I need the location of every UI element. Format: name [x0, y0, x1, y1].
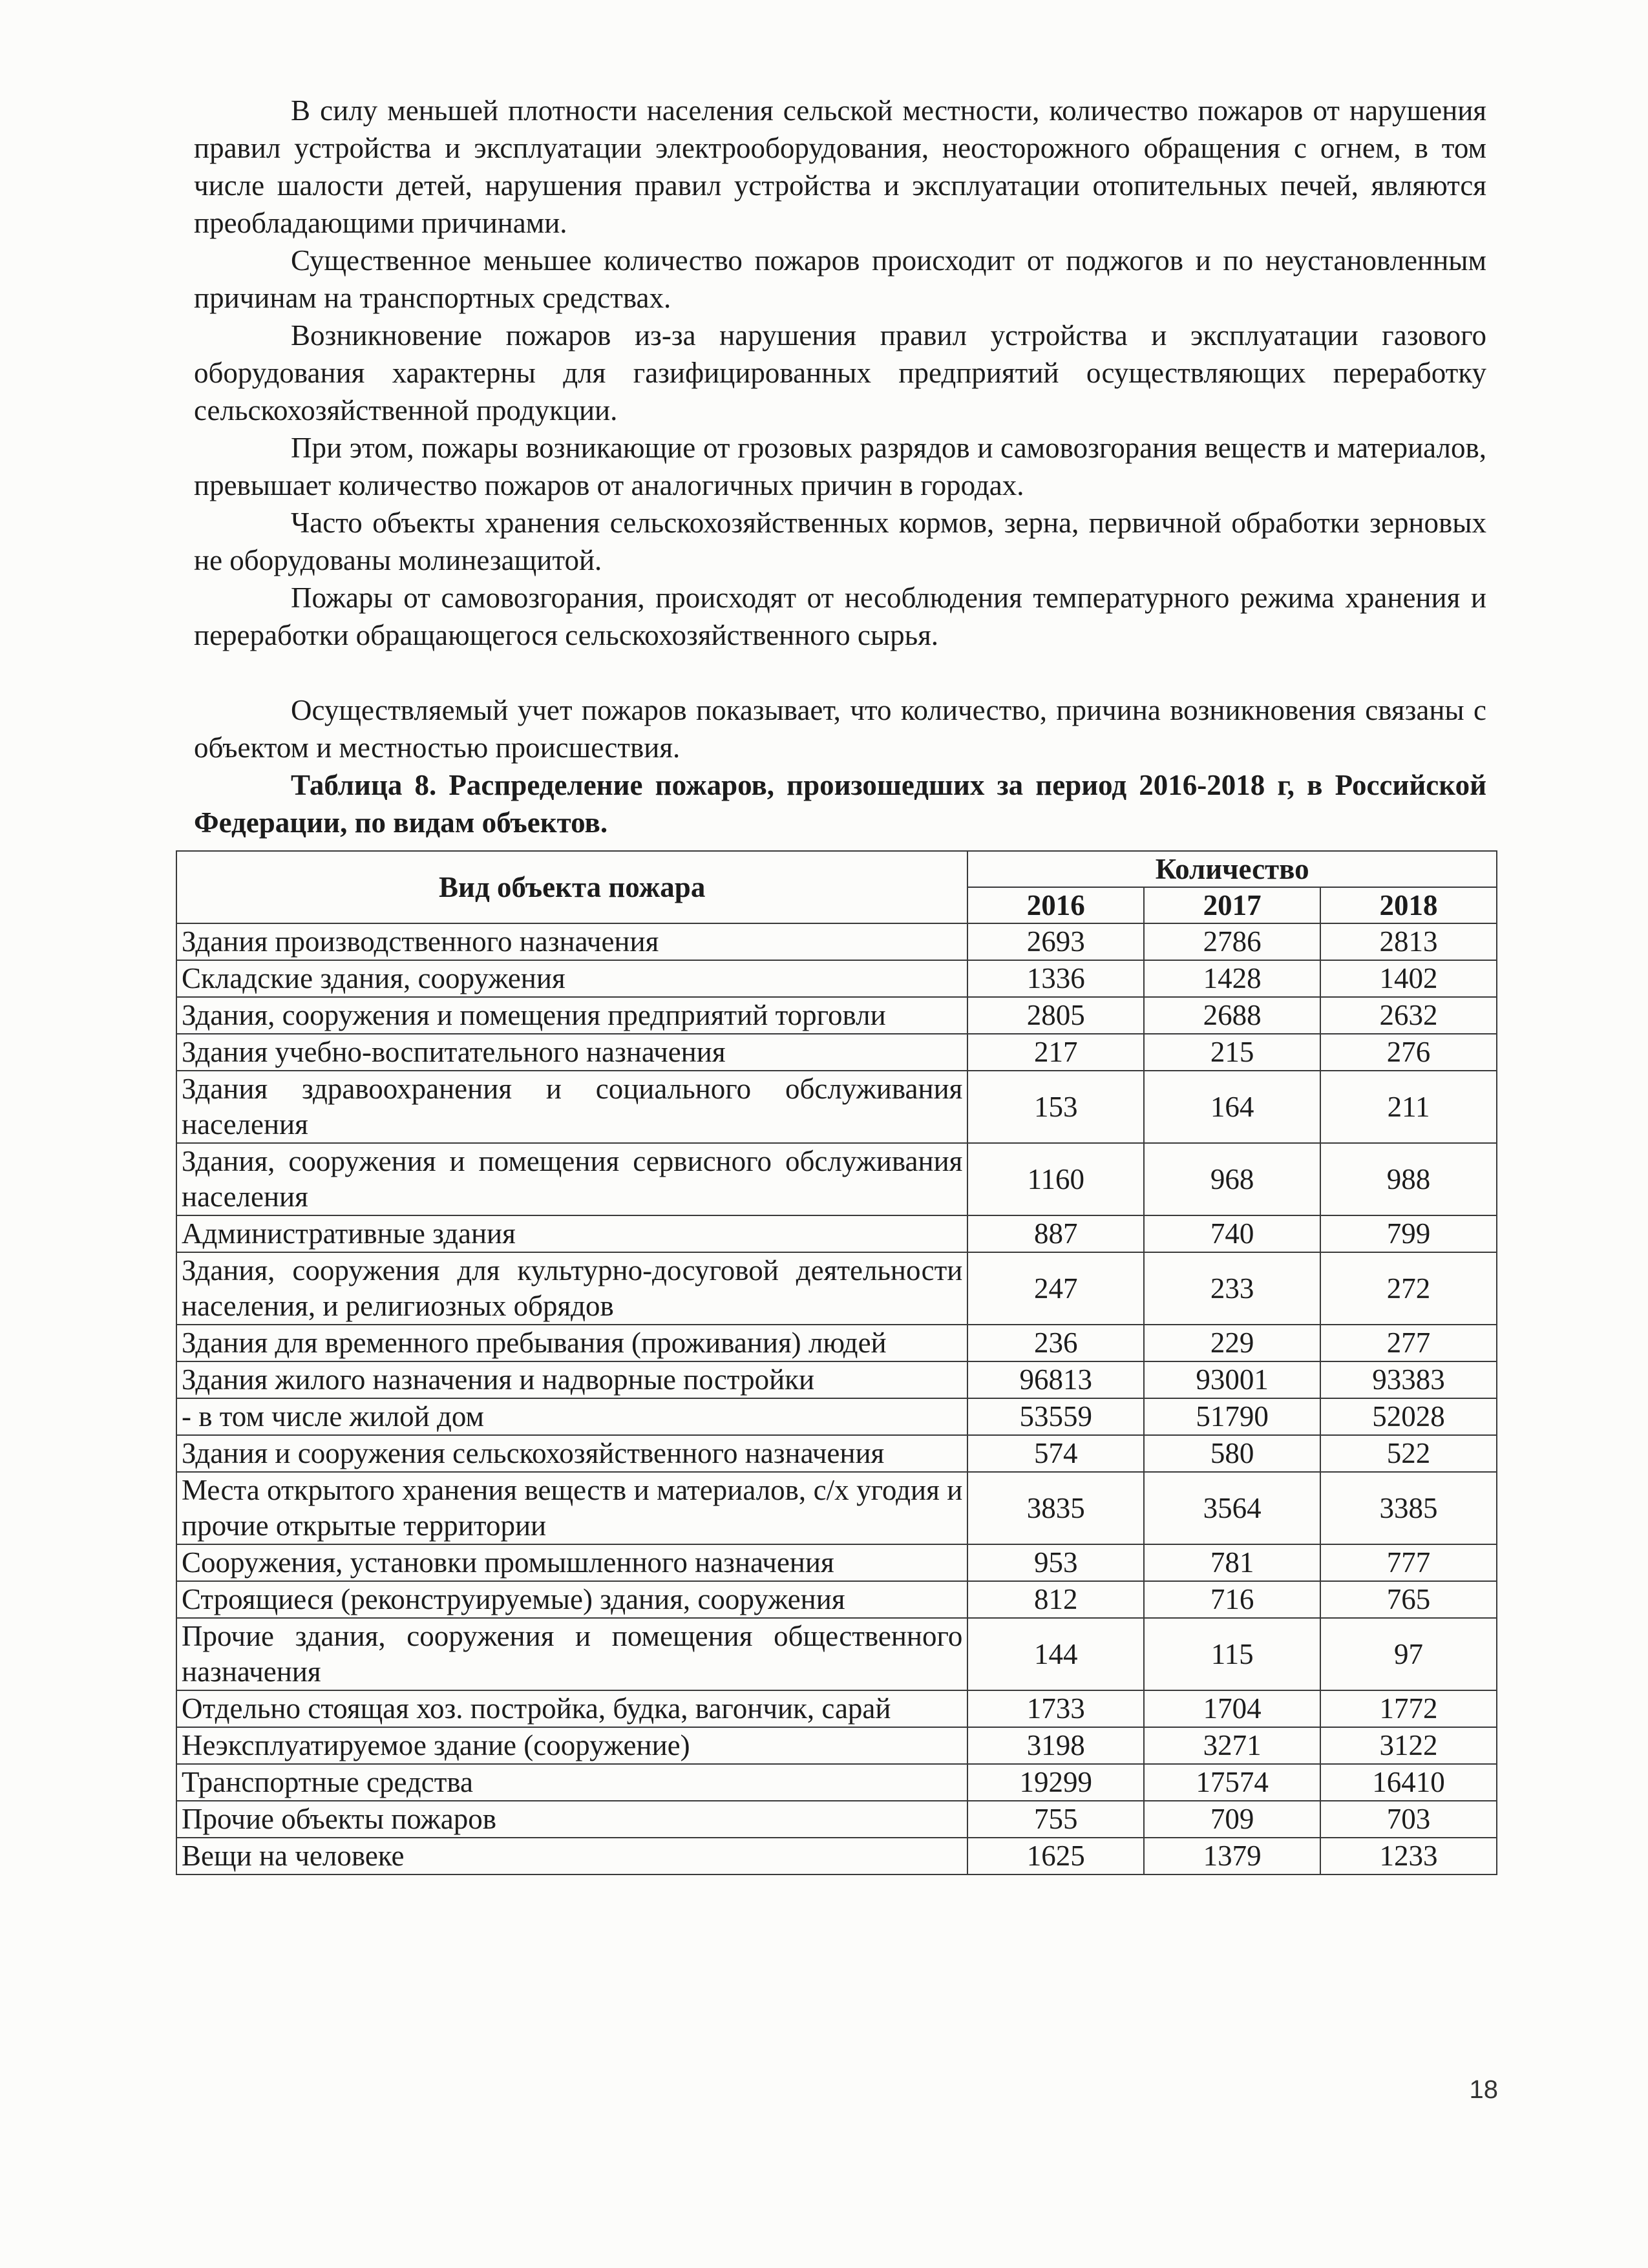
paragraph-gap [194, 654, 1486, 691]
object-type-cell: Здания, сооружения для культурно-досуговой деятельности населения, и религиозных обрядов [176, 1252, 967, 1325]
fire-count-cell: 887 [967, 1215, 1144, 1252]
object-type-cell: Здания и сооружения сельскохозяйственного назначения [176, 1435, 967, 1472]
fire-count-cell: 19299 [967, 1764, 1144, 1801]
fire-count-cell: 277 [1320, 1325, 1497, 1361]
fire-count-cell: 799 [1320, 1215, 1497, 1252]
fire-count-cell: 740 [1144, 1215, 1320, 1252]
table-row [176, 997, 1497, 1034]
fire-count-cell: 53559 [967, 1398, 1144, 1435]
paragraph: Пожары от самовозгорания, происходят от несоблюдения температурного режима хранения и переработки обращающегося сельскохозяйственного сырья. [194, 582, 1486, 651]
fire-count-cell: 2813 [1320, 923, 1497, 960]
object-type-cell: Здания здравоохранения и социального обслуживания населения [176, 1071, 967, 1143]
header-count: Количество [967, 851, 1497, 887]
fire-count-cell: 1625 [967, 1838, 1144, 1874]
object-type-cell: Отдельно стоящая хоз. постройка, будка, вагончик, сарай [176, 1690, 967, 1727]
object-type-cell: Здания производственного назначения [176, 923, 967, 960]
fire-count-cell: 777 [1320, 1544, 1497, 1581]
fires-by-object-table [176, 850, 1497, 1875]
fire-count-cell: 968 [1144, 1143, 1320, 1215]
fire-count-cell: 1402 [1320, 960, 1497, 997]
header-year: 2018 [1320, 887, 1497, 923]
fire-count-cell: 144 [967, 1618, 1144, 1690]
fire-count-cell: 2693 [967, 923, 1144, 960]
fire-count-cell: 164 [1144, 1071, 1320, 1143]
fire-count-cell: 1233 [1320, 1838, 1497, 1874]
fire-count-cell: 247 [967, 1252, 1144, 1325]
body-text [194, 92, 1486, 841]
fire-count-cell: 1704 [1144, 1690, 1320, 1727]
table-row [176, 1581, 1497, 1618]
table-row [176, 1071, 1497, 1143]
fire-count-cell: 3122 [1320, 1727, 1497, 1764]
fire-count-cell: 2805 [967, 997, 1144, 1034]
object-type-cell: Строящиеся (реконструируемые) здания, сооружения [176, 1581, 967, 1618]
object-type-cell: Складские здания, сооружения [176, 960, 967, 997]
fire-count-cell: 1379 [1144, 1838, 1320, 1874]
table-caption: Таблица 8. Распределение пожаров, произошедших за период 2016-2018 г, в Российской Федерации, по видам объектов. [194, 769, 1486, 839]
object-type-cell: Прочие объекты пожаров [176, 1801, 967, 1838]
paragraph: Возникновение пожаров из-за нарушения правил устройства и эксплуатации газового оборудования характерны для газифицированных предприятий осуществляющих переработку сельскохозяйственной продукции. [194, 319, 1486, 426]
paragraph: Существенное меньшее количество пожаров происходит от поджогов и по неустановленным причинам на транспортных средствах. [194, 244, 1486, 314]
fire-count-cell: 1772 [1320, 1690, 1497, 1727]
header-year: 2017 [1144, 887, 1320, 923]
fire-count-cell: 765 [1320, 1581, 1497, 1618]
fire-count-cell: 1428 [1144, 960, 1320, 997]
table-row [176, 1435, 1497, 1472]
table-row [176, 1325, 1497, 1361]
fire-count-cell: 97 [1320, 1618, 1497, 1690]
table-row [176, 1361, 1497, 1398]
fire-count-cell: 781 [1144, 1544, 1320, 1581]
fire-count-cell: 17574 [1144, 1764, 1320, 1801]
table-body [176, 923, 1497, 1874]
table-row [176, 1034, 1497, 1071]
table-row [176, 1215, 1497, 1252]
fire-count-cell: 276 [1320, 1034, 1497, 1071]
table-row [176, 1143, 1497, 1215]
fire-count-cell: 115 [1144, 1618, 1320, 1690]
fire-count-cell: 3198 [967, 1727, 1144, 1764]
fire-count-cell: 233 [1144, 1252, 1320, 1325]
table-row [176, 1801, 1497, 1838]
object-type-cell: Здания для временного пребывания (проживания) людей [176, 1325, 967, 1361]
object-type-cell: Административные здания [176, 1215, 967, 1252]
object-type-cell: Транспортные средства [176, 1764, 967, 1801]
object-type-cell: Здания жилого назначения и надворные постройки [176, 1361, 967, 1398]
fire-count-cell: 96813 [967, 1361, 1144, 1398]
table-row [176, 1618, 1497, 1690]
fire-count-cell: 272 [1320, 1252, 1497, 1325]
table-row [176, 960, 1497, 997]
fire-count-cell: 1160 [967, 1143, 1144, 1215]
fire-count-cell: 217 [967, 1034, 1144, 1071]
fire-count-cell: 522 [1320, 1435, 1497, 1472]
fire-count-cell: 716 [1144, 1581, 1320, 1618]
fire-count-cell: 574 [967, 1435, 1144, 1472]
table-header-row [176, 851, 1497, 887]
table-row [176, 1544, 1497, 1581]
fire-count-cell: 812 [967, 1581, 1144, 1618]
fire-count-cell: 709 [1144, 1801, 1320, 1838]
object-type-cell: Здания учебно-воспитательного назначения [176, 1034, 967, 1071]
object-type-cell: Сооружения, установки промышленного назначения [176, 1544, 967, 1581]
object-type-cell: Места открытого хранения веществ и материалов, с/х угодия и прочие открытые территории [176, 1472, 967, 1544]
object-type-cell: Неэксплуатируемое здание (сооружение) [176, 1727, 967, 1764]
table-row [176, 1838, 1497, 1874]
fire-count-cell: 988 [1320, 1143, 1497, 1215]
object-type-cell: Здания, сооружения и помещения предприятий торговли [176, 997, 967, 1034]
fire-count-cell: 3835 [967, 1472, 1144, 1544]
fire-count-cell: 51790 [1144, 1398, 1320, 1435]
paragraph: В силу меньшей плотности населения сельской местности, количество пожаров от нарушения правил устройства и эксплуатации электрооборудования, неосторожного обращения с огнем, в том числе шалости детей, нарушения правил устройства и эксплуатации отопительных печей, являются преобладающими причинами. [194, 94, 1486, 239]
fire-count-cell: 1336 [967, 960, 1144, 997]
table-row [176, 923, 1497, 960]
fire-count-cell: 52028 [1320, 1398, 1497, 1435]
fire-count-cell: 2786 [1144, 923, 1320, 960]
header-year: 2016 [967, 887, 1144, 923]
paragraph: Часто объекты хранения сельскохозяйственных кормов, зерна, первичной обработки зерновых не оборудованы молинезащитой. [194, 507, 1486, 576]
fire-count-cell: 153 [967, 1071, 1144, 1143]
fire-count-cell: 93383 [1320, 1361, 1497, 1398]
fire-count-cell: 953 [967, 1544, 1144, 1581]
fire-count-cell: 2688 [1144, 997, 1320, 1034]
paragraph: Осуществляемый учет пожаров показывает, что количество, причина возникновения связаны с объектом и местностью происшествия. [194, 694, 1486, 764]
page-number: 18 [1469, 2075, 1498, 2104]
header-object-type: Вид объекта пожара [176, 851, 967, 923]
table-row [176, 1764, 1497, 1801]
object-type-cell: Прочие здания, сооружения и помещения общественного назначения [176, 1618, 967, 1690]
object-type-cell: Вещи на человеке [176, 1838, 967, 1874]
fire-count-cell: 211 [1320, 1071, 1497, 1143]
fire-count-cell: 215 [1144, 1034, 1320, 1071]
fire-count-cell: 703 [1320, 1801, 1497, 1838]
object-type-cell: Здания, сооружения и помещения сервисного обслуживания населения [176, 1143, 967, 1215]
table-row [176, 1252, 1497, 1325]
fire-count-cell: 755 [967, 1801, 1144, 1838]
table-row [176, 1727, 1497, 1764]
fire-count-cell: 1733 [967, 1690, 1144, 1727]
fire-count-cell: 93001 [1144, 1361, 1320, 1398]
table-row [176, 1398, 1497, 1435]
fire-count-cell: 229 [1144, 1325, 1320, 1361]
paragraph: При этом, пожары возникающие от грозовых разрядов и самовозгорания веществ и материалов, превышает количество пожаров от аналогичных причин в городах. [194, 432, 1486, 501]
fire-count-cell: 3271 [1144, 1727, 1320, 1764]
object-type-cell: - в том числе жилой дом [176, 1398, 967, 1435]
fire-count-cell: 16410 [1320, 1764, 1497, 1801]
fire-count-cell: 2632 [1320, 997, 1497, 1034]
fire-count-cell: 236 [967, 1325, 1144, 1361]
table-row [176, 1472, 1497, 1544]
table-row [176, 1690, 1497, 1727]
fire-count-cell: 3385 [1320, 1472, 1497, 1544]
fire-count-cell: 580 [1144, 1435, 1320, 1472]
fire-count-cell: 3564 [1144, 1472, 1320, 1544]
